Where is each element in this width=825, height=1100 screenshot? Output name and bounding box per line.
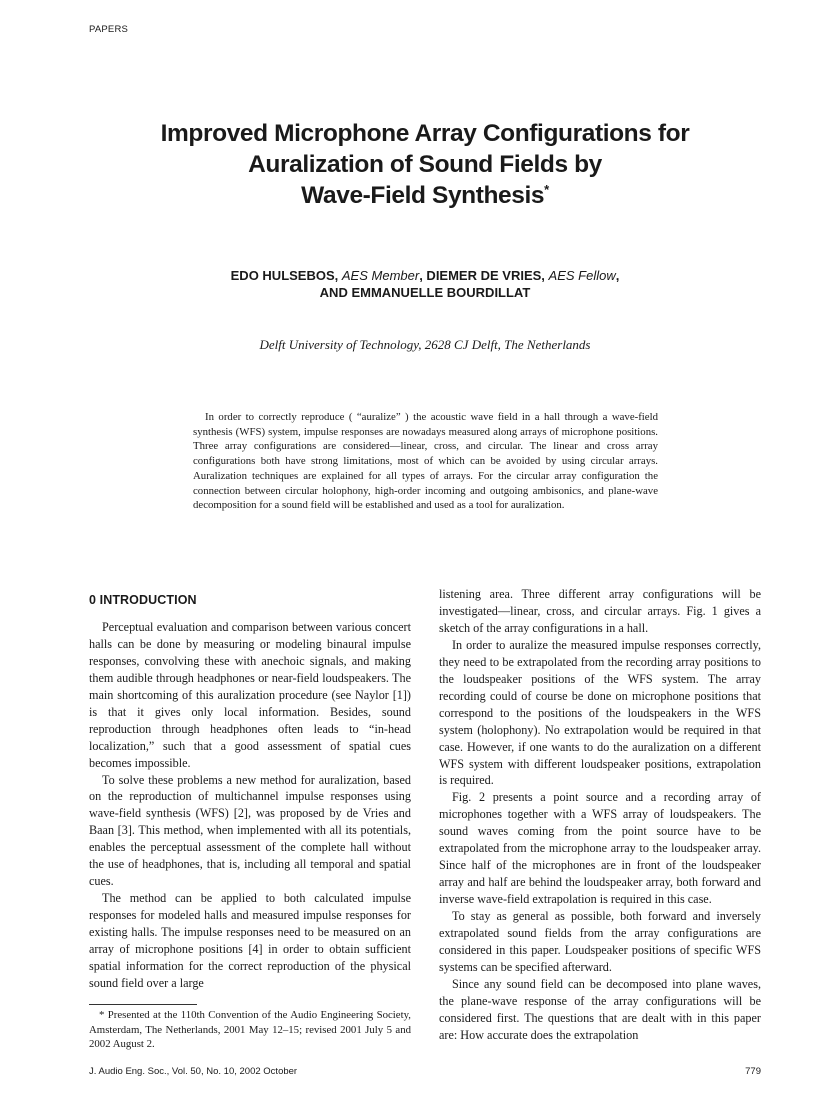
title-line-3-text: Wave-Field Synthesis xyxy=(301,182,545,209)
author-line-1 xyxy=(120,267,730,284)
title-line-3 xyxy=(100,180,750,211)
paragraph: Perceptual evaluation and comparison between various concert halls can be done by measuring or modeling binaural impulse responses, convolving these with anechoic signals, and making them audible through headphones or near-field loudspeakers. The main shortcoming of this auralization procedure (see Naylor [1]) is that it gives only local information. Besides, sound reproduction through headphones often leads to “in-head localization,” such that a good assessment of spatial cues becomes impossible. xyxy=(89,619,411,770)
title-line-1: Improved Microphone Array Configurations for xyxy=(160,120,690,147)
page-number: 779 xyxy=(745,1066,761,1077)
author-2-name: , DIEMER DE VRIES, xyxy=(419,268,545,283)
journal-citation: J. Audio Eng. Soc., Vol. 50, No. 10, 2002 October xyxy=(89,1066,298,1077)
author-2-role: AES Fellow xyxy=(548,268,616,283)
author-list xyxy=(120,267,730,301)
right-column xyxy=(439,586,761,1044)
section-heading: 0 INTRODUCTION xyxy=(89,593,197,607)
paragraph: The method can be applied to both calculated impulse responses for modeled halls and measured impulse responses for existing halls. The impulse responses need to be measured on an array of microphone positions [4] in order to obtain sufficient spatial information for the correct reproduction of the physical sound field over a large xyxy=(89,891,411,990)
affiliation: Delft University of Technology, 2628 CJ Delft, The Netherlands xyxy=(259,337,591,352)
paper-title xyxy=(100,118,750,211)
paragraph: To solve these problems a new method for auralization, based on the reproduction of multichannel impulse responses using wave-field synthesis (WFS) [2], was proposed by de Vries and Baan [3]. This method, when implemented with all its potentials, enables the perceptual assessment of the complete hall without the use of headphones, that is, including all temporal and spatial cues. xyxy=(89,772,411,889)
title-line-2: Auralization of Sound Fields by xyxy=(248,151,602,178)
paragraph: Since any sound field can be decomposed into plane waves, the plane-wave response of the array configurations will be considered first. The questions that are dealt with in this paper are: How accurate does the extrapolation xyxy=(439,976,761,1042)
author-1-name: EDO HULSEBOS, xyxy=(230,268,339,283)
author-2-end: , xyxy=(615,268,620,283)
abstract xyxy=(193,410,658,513)
running-head: PAPERS xyxy=(89,24,129,35)
author-3: AND EMMANUELLE BOURDILLAT xyxy=(319,285,531,300)
paragraph: To stay as general as possible, both forward and inversely extrapolated sound fields from the array configurations are considered in this paper. Loudspeaker positions of specific WFS systems can be specified afterward. xyxy=(439,909,761,974)
paragraph: Fig. 2 presents a point source and a recording array of microphones together with a WFS array of loudspeakers. The sound waves coming from the point source have to be extrapolated from the microphone array to the loudspeaker array. Since half of the microphones are in front of the loudspeaker array and half are behind the loudspeaker array, both forward and inverse wave-field extrapolation is required in this case. xyxy=(439,790,761,907)
left-column xyxy=(89,586,411,992)
title-footnote-mark: * xyxy=(544,182,549,197)
footnote-rule xyxy=(89,1004,197,1005)
author-1-role: AES Member xyxy=(341,268,420,283)
abstract-text: In order to correctly reproduce ( “auralize” ) the acoustic wave field in a hall through a wave-field synthesis (WFS) system, impulse responses are nowadays measured along arrays of microphone positions. Three array configurations are considered—linear, cross, and circular. The linear and cross array configurations both have strong limitations, most of which can be avoided by using circular arrays. Auralization techniques are explained for all types of arrays. For the circular array configuration the connection between circular holophony, high-order incoming and outgoing ambisonics, and plane-wave decomposition for a sound field will be established and used as a tool for auralization. xyxy=(193,411,658,512)
paragraph: In order to auralize the measured impulse responses correctly, they need to be extrapolated from the recording array positions to the loudspeaker positions of the WFS system. The array recording could of course be done on microphone positions that correspond to the positions of the loudspeakers in the WFS system (holophony). No extrapolation would be required in that case. However, if one wants to do the auralization on a different WFS system with different loudspeaker positions, extrapolation is required. xyxy=(439,637,761,788)
paragraph: listening area. Three different array configurations will be investigated—linear, cross, and circular arrays. Fig. 1 gives a sketch of the array configurations in a hall. xyxy=(439,587,761,635)
footnote: * Presented at the 110th Convention of the Audio Engineering Society, Amsterdam, The Netherlands, 2001 May 12–15; revised 2001 July 5 and 2002 August 2. xyxy=(89,1009,411,1050)
